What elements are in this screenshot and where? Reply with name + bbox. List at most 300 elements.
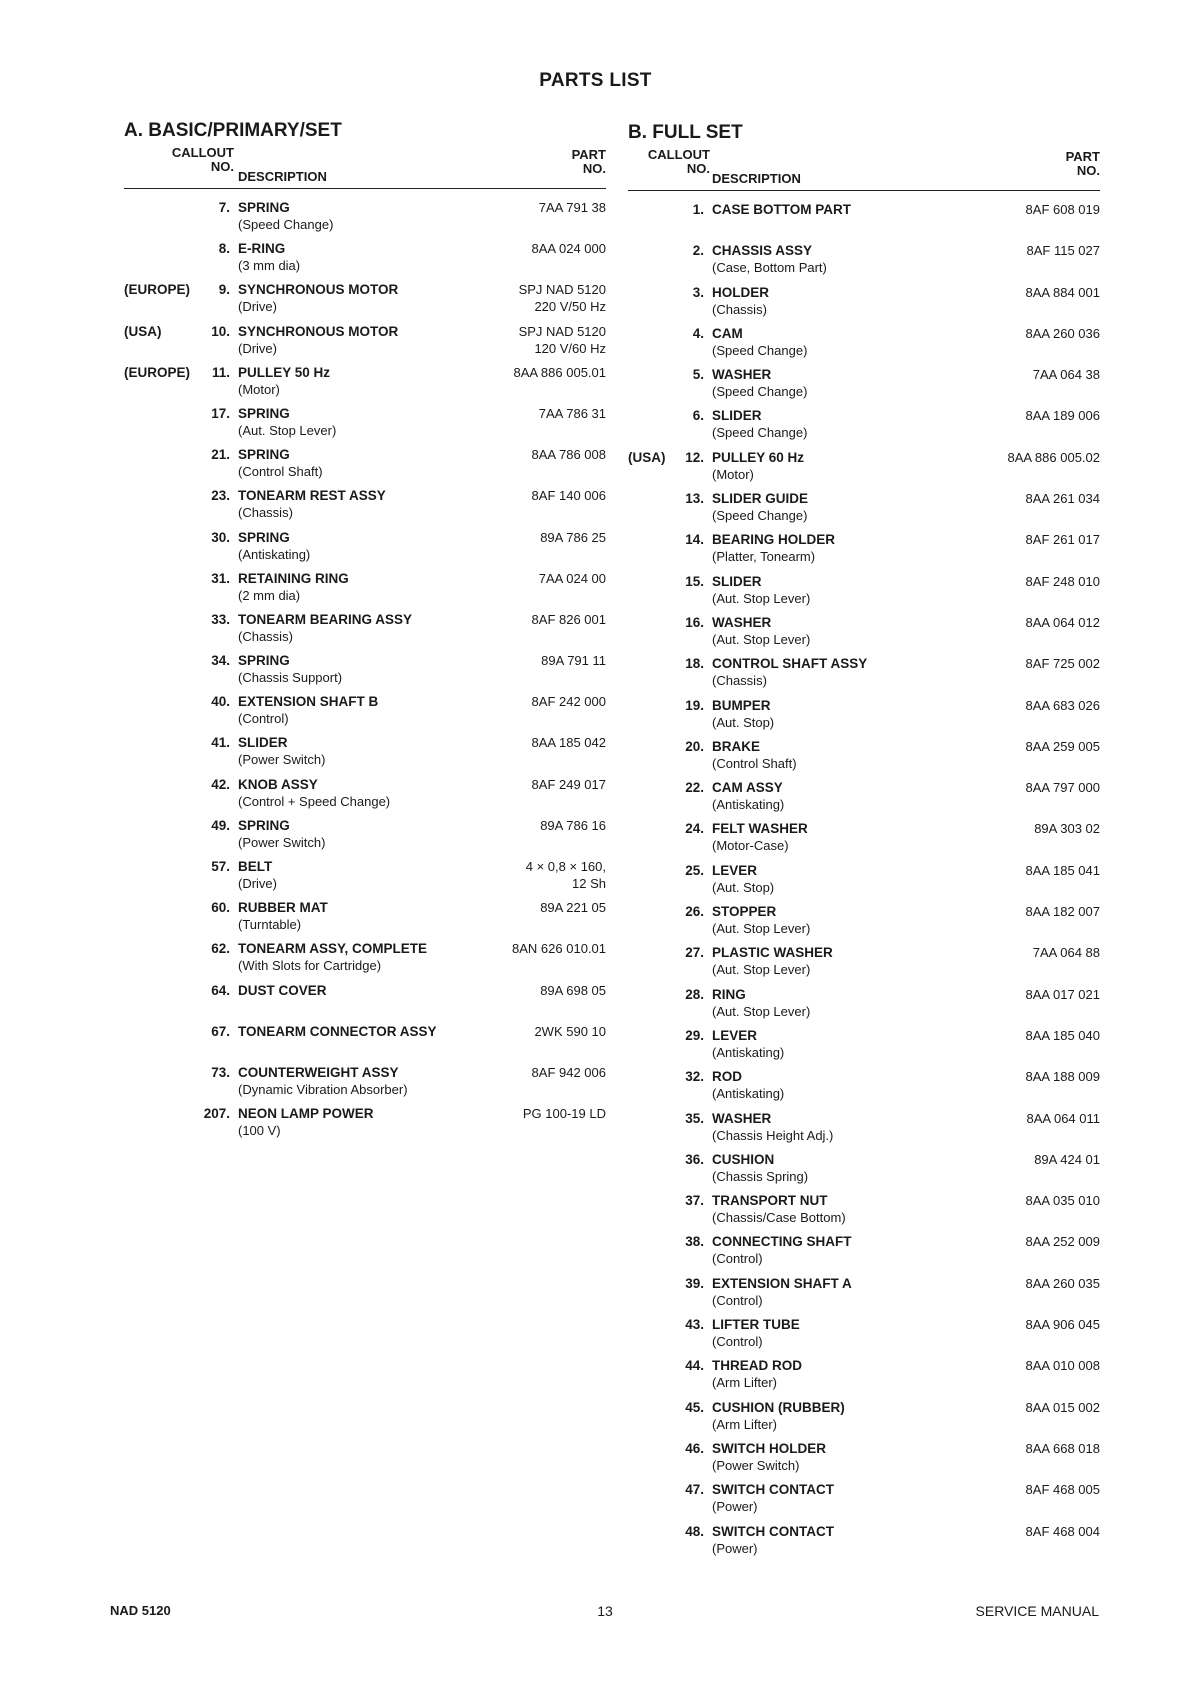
part-name: CONNECTING SHAFT [712,1234,852,1250]
part-description [238,1023,488,1040]
part-number [523,1105,606,1122]
part-number-line: 8AA 185 042 [531,735,606,751]
part-location: (Control) [712,1292,763,1308]
part-description [238,817,488,851]
part-location: (Aut. Stop Lever) [712,590,811,606]
part-location: (Aut. Stop Lever) [712,921,811,937]
part-name: WASHER [712,614,772,630]
part-number-line: 8AA 252 009 [1025,1234,1100,1250]
part-name: HOLDER [712,284,769,300]
part-number-line: 8AF 140 006 [531,488,606,504]
part-description [712,697,982,731]
part-number [541,652,606,669]
part-number [1026,1399,1100,1416]
table-row [628,1068,1100,1109]
part-description [712,325,982,359]
table-row [628,242,1100,283]
part-description [712,655,982,689]
part-description [712,862,982,896]
part-location: (Aut. Stop Lever) [712,962,811,978]
part-location: (Aut. Stop) [712,714,775,730]
part-number [1026,655,1100,672]
part-location: (Chassis Height Adj.) [712,1127,834,1143]
part-number [540,899,606,916]
part-name: COUNTERWEIGHT ASSY [238,1064,399,1080]
part-description [712,1357,982,1391]
part-number-line: 89A 791 11 [541,653,606,669]
part-number-line: 8AA 906 045 [1025,1317,1100,1333]
part-description [238,899,488,933]
callout-number: 28. [685,986,704,1002]
part-name: CUSHION (RUBBER) [712,1399,845,1415]
part-number [1026,614,1100,631]
part-name: SLIDER GUIDE [712,491,809,507]
table-row [124,693,606,734]
part-name: EXTENSION SHAFT B [238,694,379,710]
part-label: PART [571,147,606,162]
part-number [1026,903,1100,920]
callout-number: 20. [685,738,704,754]
part-description [712,449,982,483]
callout-number: 17. [211,405,230,421]
part-number [1026,1523,1100,1540]
part-description [712,779,982,813]
part-description [712,1523,982,1557]
part-number-line: SPJ NAD 5120 [518,282,606,298]
callout-number: 39. [685,1275,704,1291]
table-row [628,614,1100,655]
part-name: CONTROL SHAFT ASSY [712,656,868,672]
table-row [628,201,1100,242]
table-row [124,364,606,405]
callout-number: 64. [211,982,230,998]
part-name: SLIDER [712,408,762,424]
part-name: CASE BOTTOM PART [712,202,852,217]
part-number-line: 8AA 189 006 [1025,408,1100,424]
part-label: PART [1065,149,1100,164]
callout-number: 11. [211,364,230,380]
part-location: (2 mm dia) [238,587,301,603]
part-number [1026,1192,1100,1209]
table-row [124,487,606,528]
part-number-line: SPJ NAD 5120 [518,323,606,339]
callout-number: 207. [203,1106,230,1122]
part-number-line: 89A 786 25 [540,529,606,545]
callout-number: 1. [692,202,704,217]
callout-number: 26. [685,904,704,920]
part-number [539,405,606,422]
callout-number: 32. [685,1069,704,1085]
table-row [628,1481,1100,1522]
footer-manual-label: SERVICE MANUAL [975,1603,1099,1619]
part-description [238,858,488,892]
table-row [628,573,1100,614]
part-location: (Speed Change) [712,384,808,400]
part-description [238,529,488,563]
callout-number: 24. [685,821,704,837]
part-location: (Drive) [238,876,277,891]
callout-number: 6. [692,408,704,424]
table-row [124,982,606,1023]
part-number [1026,1233,1100,1250]
part-number-line: 8AF 468 005 [1025,1482,1100,1498]
table-row [124,611,606,652]
part-location: (Speed Change) [712,508,808,524]
part-number-line: 8AA 024 000 [531,241,606,257]
part-name: DUST COVER [238,982,327,998]
part-location: (100 V) [238,1123,281,1139]
parts-table-b [628,191,1100,1564]
part-number-line: 7AA 786 31 [538,405,606,421]
section-basic-set [124,120,606,1146]
part-number-line: 8AA 188 009 [1025,1069,1100,1085]
part-location: (Drive) [238,299,277,315]
parts-table-a [124,189,606,1146]
part-number [1026,697,1100,714]
part-number-line: 8AA 015 002 [1025,1399,1100,1415]
table-row [628,697,1100,738]
region-label: (USA) [628,449,666,465]
part-number [1027,242,1100,259]
part-number-line: 89A 303 02 [1034,821,1100,837]
part-number [1026,779,1100,796]
part-number [1034,1151,1100,1168]
part-number-line: 8AA 010 008 [1025,1358,1100,1374]
part-location: (Power Switch) [712,1457,800,1473]
table-row [124,570,606,611]
part-description [238,652,488,686]
part-description [712,284,982,318]
table-row [124,817,606,858]
part-number-line: 120 V/60 Hz [534,340,606,356]
table-row [628,779,1100,820]
column-header [628,148,1100,191]
part-number [532,1064,606,1081]
region-label: (EUROPE) [124,282,191,298]
part-description [712,1068,982,1102]
callout-number: 29. [685,1027,704,1043]
table-row [124,899,606,940]
part-location: (Aut. Stop Lever) [712,1003,811,1019]
part-description [712,1151,982,1185]
part-number [540,817,606,834]
callout-number: 5. [692,367,704,383]
part-number-line: 8AA 884 001 [1025,284,1100,300]
part-location: (3 mm dia) [238,258,301,274]
part-description [238,734,488,768]
part-location: (Chassis) [238,628,293,644]
part-number-line: 12 Sh [572,876,606,891]
part-name: SPRING [238,653,290,669]
part-name: SYNCHRONOUS MOTOR [238,282,399,298]
callout-number: 62. [211,941,230,957]
part-description [712,1440,982,1474]
part-location: (Control + Speed Change) [238,793,391,809]
table-row [628,1233,1100,1274]
part-name: LEVER [712,1027,758,1043]
part-no-label: NO. [582,161,606,176]
callout-number: 10. [211,323,230,339]
part-description [238,323,488,357]
callout-number: 4. [692,325,704,341]
part-location: (Platter, Tonearm) [712,549,816,565]
part-name: NEON LAMP POWER [238,1106,374,1122]
part-location: (Aut. Stop Lever) [238,422,337,438]
part-description [712,1481,982,1515]
part-location: (Chassis Support) [238,670,343,686]
part-name: STOPPER [712,904,777,920]
part-number-line: 89A 698 05 [540,982,606,998]
part-number [1026,1027,1100,1044]
part-number-line: 8AA 259 005 [1025,738,1100,754]
part-location: (Control Shaft) [238,464,323,480]
part-number [1026,531,1100,548]
part-location: (With Slots for Cartridge) [238,958,382,974]
table-row [628,1357,1100,1398]
callout-number: 60. [211,900,230,916]
part-number [1033,944,1100,961]
region-label: (EUROPE) [124,364,191,380]
part-description [712,903,982,937]
part-description [712,366,982,400]
part-location: (Turntable) [238,917,302,933]
part-name: CUSHION [712,1151,775,1167]
callout-number: 7. [218,200,230,215]
part-location: (Chassis) [712,301,767,317]
part-description [712,1399,982,1433]
part-number [532,487,606,504]
callout-number: 48. [685,1523,704,1539]
part-number-line: 8AF 248 010 [1025,573,1100,589]
part-no-label: NO. [1076,163,1100,178]
part-location: (Chassis) [712,673,767,689]
part-number [1026,325,1100,342]
part-name: WASHER [712,1110,772,1126]
callout-number: 34. [211,653,230,669]
part-name: PULLEY 50 Hz [238,364,331,380]
part-location: (Aut. Stop) [712,879,775,895]
part-number-line: 89A 424 01 [1034,1151,1100,1167]
part-location: (Control) [712,1251,763,1267]
part-location: (Chassis Spring) [712,1168,809,1184]
callout-number: 25. [685,862,704,878]
table-row [124,1064,606,1105]
part-name: BELT [238,859,273,874]
callout-number: 16. [685,614,704,630]
callout-number: 43. [685,1317,704,1333]
part-number-line: PG 100-19 LD [522,1106,606,1122]
part-description [712,1110,982,1144]
part-description [712,531,982,565]
part-description [238,940,488,974]
part-number [1026,407,1100,424]
callout-number: 3. [692,284,704,300]
callout-number: 36. [685,1151,704,1167]
table-row [124,323,606,364]
table-row [124,281,606,322]
part-number [532,693,606,710]
part-number [519,323,606,357]
table-row [124,940,606,981]
part-number-line: 8AF 242 000 [531,694,606,710]
callout-number: 13. [685,491,704,507]
callout-number: 12. [685,449,704,465]
part-name: CHASSIS ASSY [712,243,813,259]
part-number-line: 8AA 035 010 [1025,1193,1100,1209]
part-name: SPRING [238,405,290,421]
part-number [1026,986,1100,1003]
part-description [238,570,488,604]
table-row [124,858,606,899]
part-number-line: 8AN 626 010.01 [512,941,606,957]
table-row [628,1151,1100,1192]
callout-header [640,148,710,176]
table-row [628,820,1100,861]
part-name: BRAKE [712,738,761,754]
part-location: (Power Switch) [238,834,326,850]
part-number [1026,862,1100,879]
part-description [238,776,488,810]
part-description [238,982,488,999]
part-name: SWITCH CONTACT [712,1482,834,1498]
table-row [628,903,1100,944]
part-number [1026,490,1100,507]
callout-number: 47. [685,1482,704,1498]
callout-number: 41. [211,735,230,751]
part-description [712,614,982,648]
part-number [1026,1440,1100,1457]
part-number-line: 8AA 886 005.01 [513,364,606,380]
callout-number: 27. [685,945,704,961]
table-row [628,407,1100,448]
part-name: SWITCH CONTACT [712,1523,834,1539]
part-name: LIFTER TUBE [712,1317,800,1333]
part-number-line: 220 V/50 Hz [534,299,606,315]
part-name: TONEARM REST ASSY [238,488,386,504]
part-description [238,446,488,480]
part-number-line: 4 × 0,8 × 160, [525,859,606,874]
part-number-line: 8AA 182 007 [1025,904,1100,920]
callout-number: 35. [685,1110,704,1126]
part-description [238,364,488,398]
callout-number: 31. [211,570,230,586]
part-name: SPRING [238,817,290,833]
part-location: (Speed Change) [712,342,808,358]
part-header [572,148,606,176]
part-name: CAM [712,325,743,341]
part-name: SPRING [238,529,290,545]
callout-number: 15. [685,573,704,589]
part-location: (Power Switch) [238,752,326,768]
callout-no-label: NO. [210,159,234,174]
section-title: B. FULL SET [628,122,743,143]
part-number-line: 8AA 260 036 [1025,325,1100,341]
part-number-line: 89A 221 05 [540,900,606,916]
part-number-line: 8AA 786 008 [531,447,606,463]
part-location: (Arm Lifter) [712,1416,777,1432]
footer-model: NAD 5120 [110,1603,171,1618]
part-number [532,776,606,793]
table-row [628,325,1100,366]
callout-number: 8. [218,241,230,257]
part-number [512,940,606,957]
table-row [628,738,1100,779]
callout-number: 40. [211,694,230,710]
part-number-line: 8AF 942 006 [531,1064,606,1080]
part-description [238,487,488,521]
part-name: TONEARM CONNECTOR ASSY [238,1023,437,1039]
callout-number: 22. [685,780,704,796]
part-description [712,738,982,772]
part-name: RETAINING RING [238,570,349,586]
part-name: SPRING [238,200,290,215]
table-row [124,652,606,693]
part-name: CAM ASSY [712,780,783,796]
part-description [712,986,982,1020]
part-description [712,1233,982,1267]
part-name: BUMPER [712,697,771,713]
part-number [1026,1481,1100,1498]
part-description [712,407,982,441]
section-full-set [628,122,1100,1564]
part-name: SPRING [238,447,290,463]
part-location: (Power) [712,1540,758,1556]
part-number [534,1023,606,1040]
table-row [124,734,606,775]
part-number [539,199,606,216]
table-row [628,944,1100,985]
part-number-line: 8AF 115 027 [1026,243,1100,259]
table-row [628,1275,1100,1316]
callout-number: 37. [685,1193,704,1209]
callout-number: 30. [211,529,230,545]
part-description [238,1064,488,1098]
section-title: A. BASIC/PRIMARY/SET [124,120,342,141]
part-number-line: 8AA 017 021 [1025,986,1100,1002]
part-number-line: 8AF 725 002 [1025,656,1100,672]
part-location: (Control Shaft) [712,755,797,771]
part-location: (Motor) [712,466,754,482]
callout-label: CALLOUT [171,145,234,160]
part-number [539,570,606,587]
part-location: (Control) [712,1334,763,1350]
part-location: (Motor-Case) [712,838,789,854]
part-number-line: 8AF 826 001 [531,611,606,627]
part-header [1066,150,1100,178]
part-number-line: 89A 786 16 [540,817,606,833]
part-number [532,446,606,463]
part-name: LEVER [712,862,758,878]
callout-number: 44. [685,1358,704,1374]
part-name: SLIDER [712,573,762,589]
part-name: ROD [712,1069,742,1085]
table-row [628,1192,1100,1233]
part-number [1026,1275,1100,1292]
part-location: (Control) [238,711,289,727]
part-number [1033,366,1100,383]
callout-number: 23. [211,488,230,504]
part-name: TONEARM BEARING ASSY [238,611,413,627]
part-description [238,1105,488,1139]
part-name: BEARING HOLDER [712,532,836,548]
part-description [238,281,488,315]
part-description [238,611,488,645]
part-number-line: 8AF 608 019 [1025,202,1100,217]
part-number-line: 2WK 590 10 [534,1023,606,1039]
part-number [532,734,606,751]
footer-page-number: 13 [597,1603,613,1619]
part-number-line: 8AA 064 012 [1025,614,1100,630]
